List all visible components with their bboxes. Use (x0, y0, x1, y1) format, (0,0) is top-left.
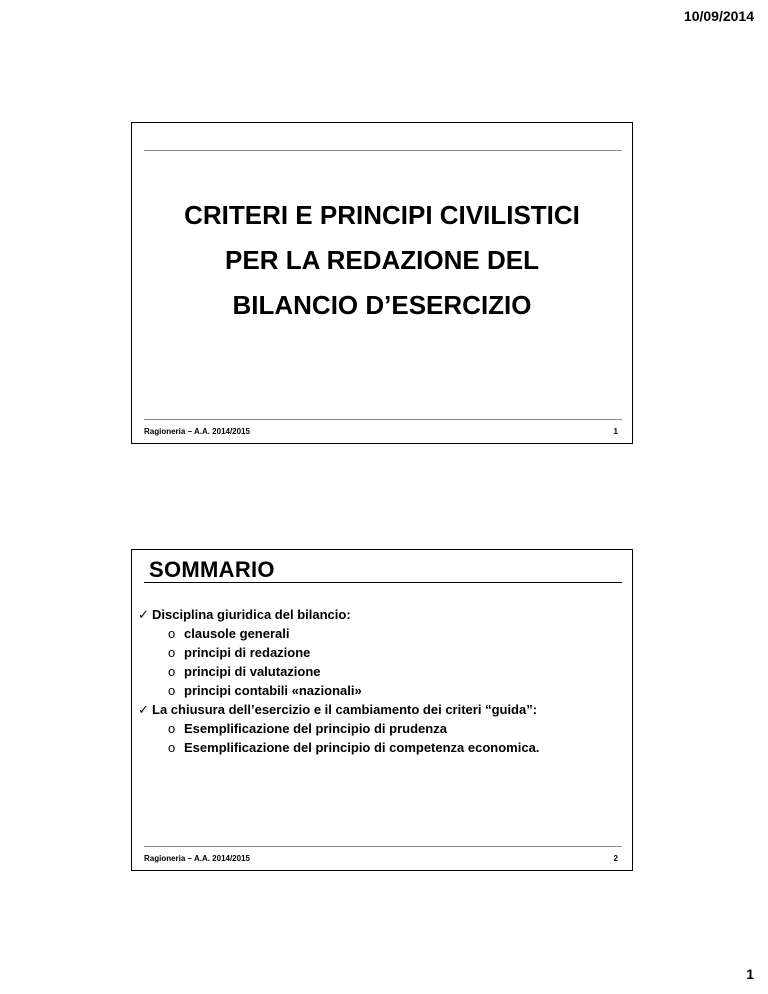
sub-bullet-text: principi di valutazione (184, 664, 321, 679)
checkmark-icon: ✓ (138, 702, 149, 717)
list-item (138, 719, 626, 738)
title-line: BILANCIO D’ESERCIZIO (232, 290, 532, 320)
footer-slide-number: 1 (613, 427, 618, 436)
circle-bullet-icon: o (168, 740, 176, 755)
circle-bullet-icon: o (168, 683, 176, 698)
top-divider (144, 150, 622, 151)
list-item (138, 700, 626, 719)
list-item (138, 681, 626, 700)
heading-underline (144, 582, 622, 583)
sub-bullet-text: principi contabili «nazionali» (184, 683, 362, 698)
slide-2 (131, 549, 633, 871)
bottom-divider (144, 419, 622, 420)
slide-heading: SOMMARIO (149, 557, 275, 582)
list-item (138, 662, 626, 681)
sub-bullet-text: Esemplificazione del principio di competenza economica. (184, 740, 540, 755)
list-item (138, 738, 626, 757)
header-date: 10/09/2014 (683, 8, 754, 24)
circle-bullet-icon: o (168, 664, 176, 679)
slide-title (132, 193, 632, 328)
title-line: CRITERI E PRINCIPI CIVILISTICI (184, 200, 580, 230)
slide-1 (131, 122, 633, 444)
circle-bullet-icon: o (168, 645, 176, 660)
list-item (138, 624, 626, 643)
checkmark-icon: ✓ (138, 607, 149, 622)
footer-course: Ragioneria – A.A. 2014/2015 (144, 427, 250, 436)
list-item (138, 605, 626, 624)
list-item (138, 643, 626, 662)
footer-slide-number: 2 (613, 854, 618, 863)
page-number: 1 (746, 966, 754, 982)
bullet-list (138, 605, 626, 757)
sub-bullet-text: Esemplificazione del principio di prudenza (184, 721, 447, 736)
sub-bullet-text: principi di redazione (184, 645, 311, 660)
circle-bullet-icon: o (168, 721, 176, 736)
bottom-divider (144, 846, 622, 847)
sub-bullet-text: clausole generali (184, 626, 290, 641)
bullet-text: La chiusura dell’esercizio e il cambiamento dei criteri “guida”: (152, 702, 538, 717)
footer-course: Ragioneria – A.A. 2014/2015 (144, 854, 250, 863)
bullet-text: Disciplina giuridica del bilancio: (152, 607, 351, 622)
circle-bullet-icon: o (168, 626, 176, 641)
title-line: PER LA REDAZIONE DEL (225, 245, 539, 275)
